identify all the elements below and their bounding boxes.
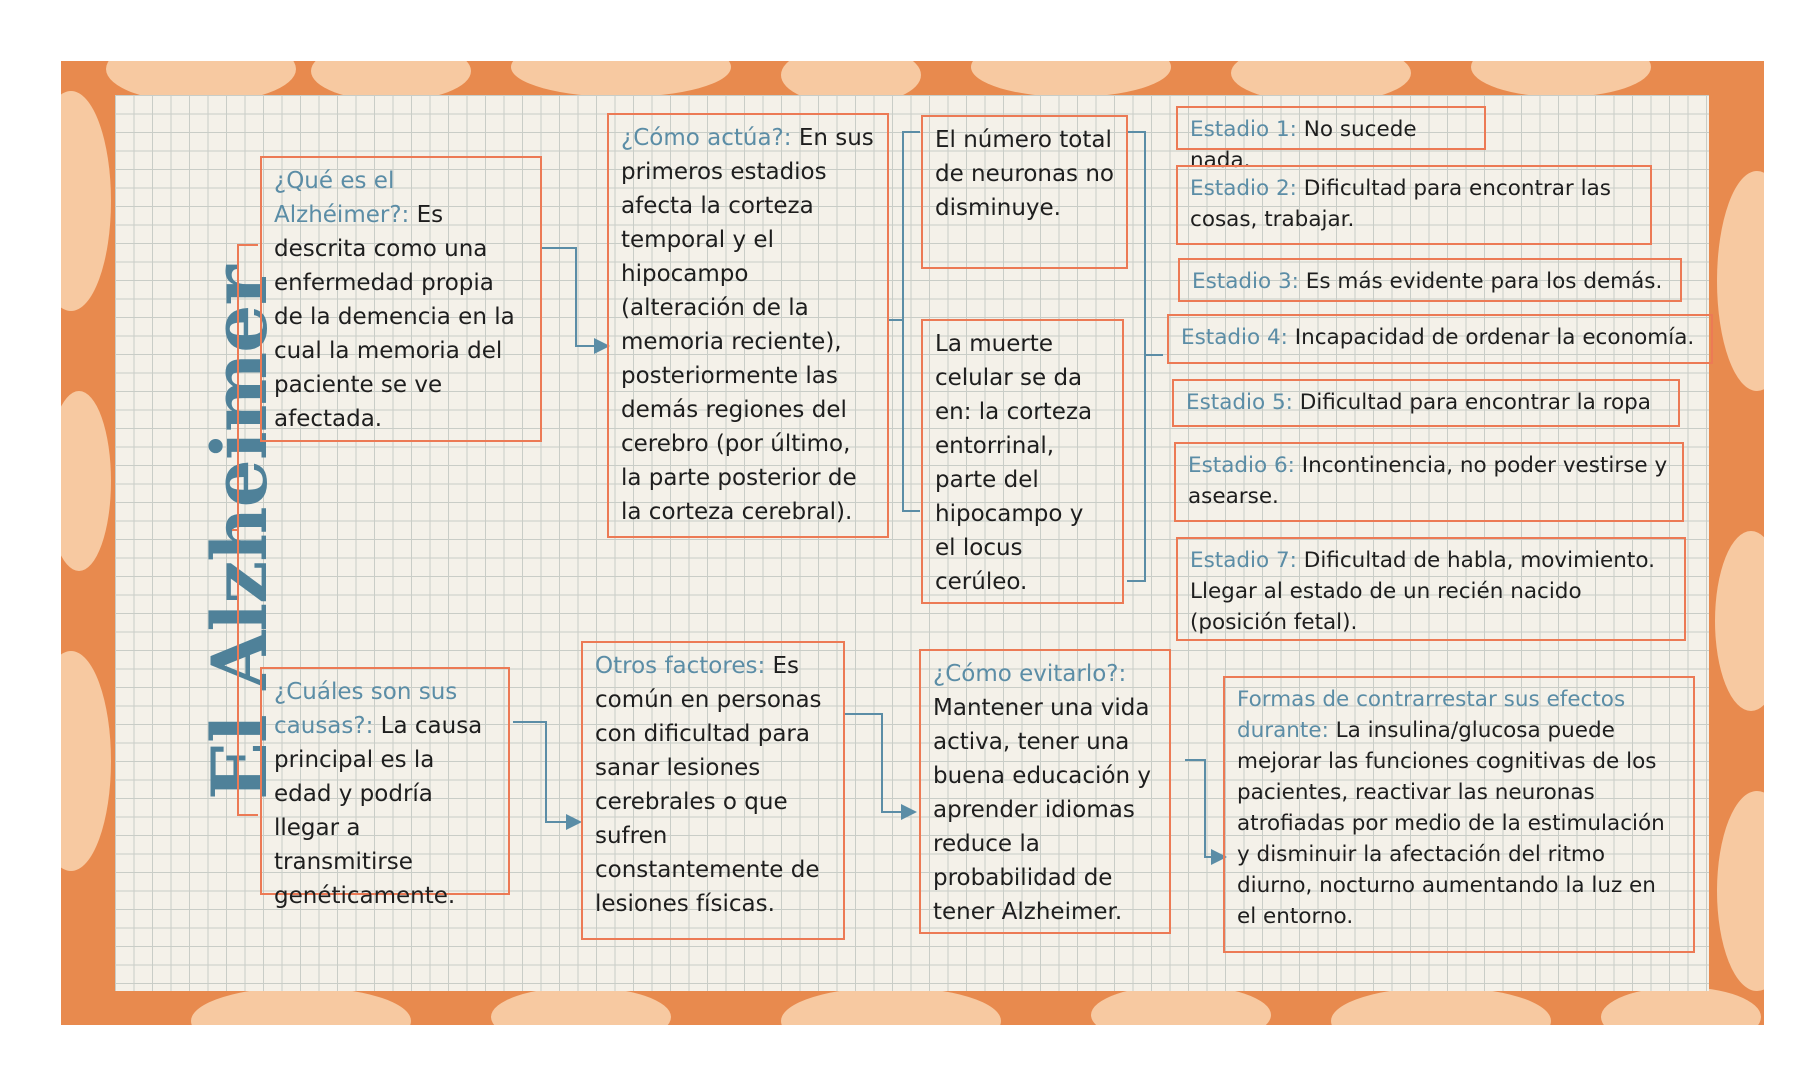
estadio-7-heading: Estadio 7: bbox=[1190, 548, 1297, 573]
estadio-4-box bbox=[1167, 314, 1713, 364]
otros-factores-box bbox=[581, 641, 845, 940]
estadio-6-text: Incontinencia, no poder vestirse y asearse. bbox=[1188, 453, 1668, 509]
como-evitarlo-heading: ¿Cómo evitarlo?: bbox=[933, 661, 1127, 687]
estadio-1-box bbox=[1176, 106, 1486, 173]
que-es-text: Es descrita como una enfermedad propia de la demencia en la cual la memoria del paciente se ve afectada. bbox=[274, 202, 515, 432]
como-actua-heading: ¿Cómo actúa?: bbox=[621, 125, 792, 151]
estadio-4-heading: Estadio 4: bbox=[1181, 325, 1288, 350]
neuronas-text: El número total de neuronas no disminuye. bbox=[935, 127, 1115, 221]
como-actua-text: En sus primeros estadios afecta la corteza temporal y el hipocampo (alteración de la memoria reciente), posteriormente las demás regiones del cerebro (por último, la parte posterior de la corteza cerebral). bbox=[621, 125, 874, 525]
otros-factores-text: Es común en personas con dificultad para sanar lesiones cerebrales o que sufren constantemente de lesiones físicas. bbox=[595, 653, 822, 917]
como-evitarlo-box bbox=[919, 649, 1171, 934]
contrarrestar-box bbox=[1223, 676, 1695, 953]
estadio-6-heading: Estadio 6: bbox=[1188, 453, 1295, 478]
estadio-1-heading: Estadio 1: bbox=[1190, 117, 1297, 142]
estadio-3-box bbox=[1178, 258, 1682, 302]
que-es-heading: ¿Qué es el Alzhéimer?: bbox=[274, 168, 410, 228]
causas-heading: ¿Cuáles son sus causas?: bbox=[274, 679, 458, 739]
causas-box bbox=[260, 667, 510, 909]
estadio-2-heading: Estadio 2: bbox=[1190, 176, 1297, 201]
neuronas-box bbox=[921, 115, 1128, 269]
muerte-celular-box bbox=[921, 319, 1124, 604]
estadio-5-heading: Estadio 5: bbox=[1186, 390, 1293, 415]
estadio-7-box bbox=[1176, 537, 1686, 641]
estadio-3-text: Es más evidente para los demás. bbox=[1298, 269, 1663, 294]
contrarrestar-text: La insulina/glucosa puede mejorar las funciones cognitivas de los pacientes, reactivar las neuronas atrofiadas por medio de la estimulación y disminuir la afectación del ritmo diurno, nocturno aumentando la luz en el entorno. bbox=[1237, 718, 1665, 929]
estadio-7-text: Dificultad de habla, movimiento. Llegar al estado de un recién nacido (posición fetal). bbox=[1190, 548, 1655, 635]
causas-text: La causa principal es la edad y podría llegar a transmitirse genéticamente. bbox=[274, 713, 483, 909]
estadio-5-text: Dificultad para encontrar la ropa bbox=[1292, 390, 1651, 415]
estadio-4-text: Incapacidad de ordenar la economía. bbox=[1287, 325, 1695, 350]
estadio-5-box bbox=[1172, 379, 1680, 427]
estadio-2-text: Dificultad para encontrar las cosas, trabajar. bbox=[1190, 176, 1611, 232]
estadio-6-box bbox=[1174, 442, 1684, 522]
estadio-1-text: No sucede nada. bbox=[1190, 117, 1417, 173]
muerte-celular-text: La muerte celular se da en: la corteza entorrinal, parte del hipocampo y el locus cerúleo. bbox=[935, 331, 1093, 595]
otros-factores-heading: Otros factores: bbox=[595, 653, 766, 679]
que-es-box bbox=[260, 156, 542, 442]
contrarrestar-heading: Formas de contrarrestar sus efectos durante: bbox=[1237, 687, 1626, 743]
como-evitarlo-text: Mantener una vida activa, tener una buena educación y aprender idiomas reduce la probabilidad de tener Alzheimer. bbox=[933, 695, 1151, 925]
estadio-2-box bbox=[1176, 165, 1652, 245]
estadio-3-heading: Estadio 3: bbox=[1192, 269, 1299, 294]
diagram-title: El Alzheimer bbox=[195, 266, 284, 800]
como-actua-box bbox=[607, 113, 889, 538]
